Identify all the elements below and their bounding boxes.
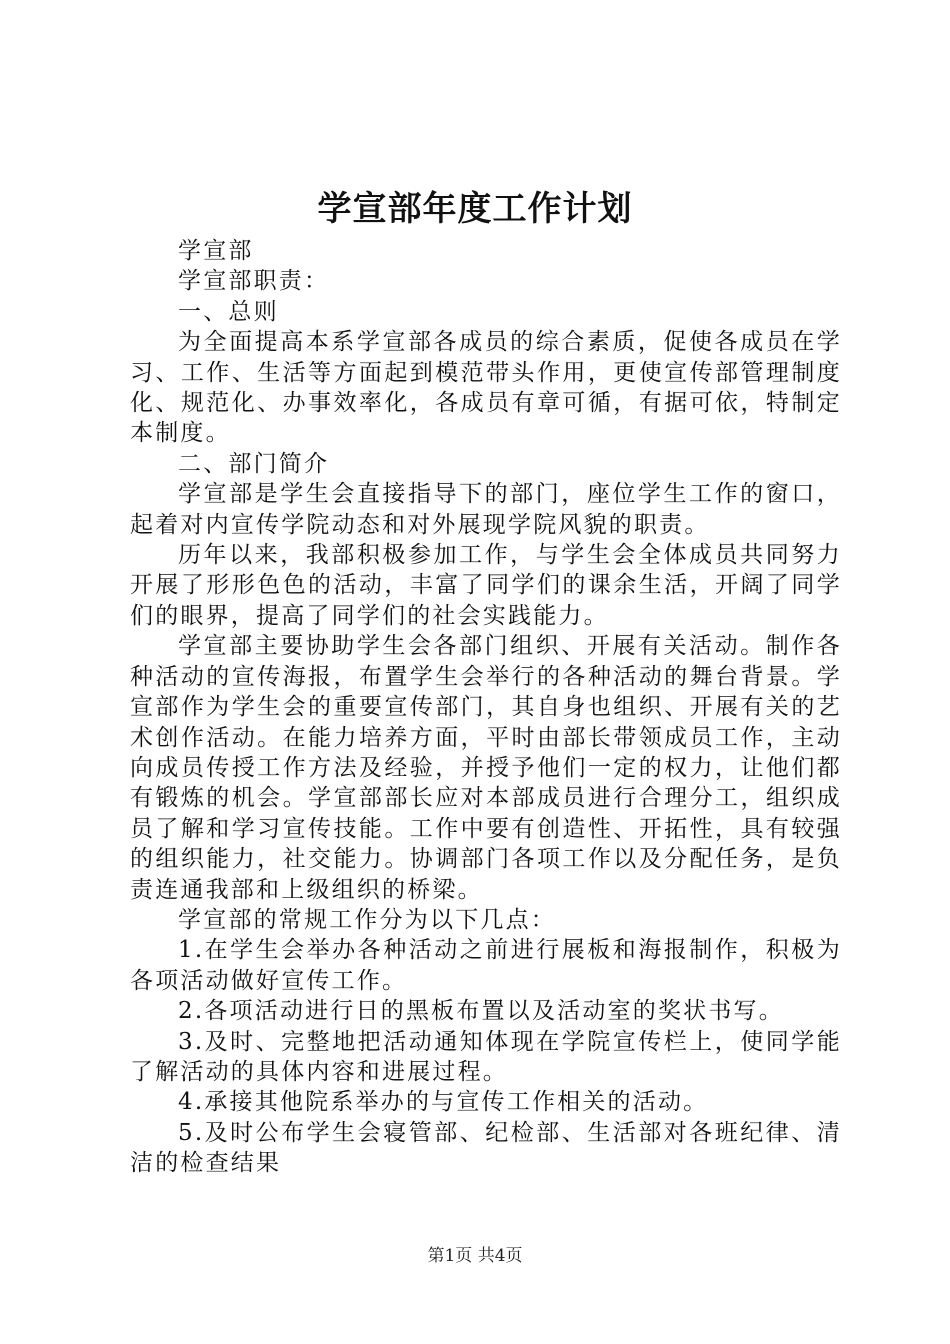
paragraph-routine-heading: 学宣部的常规工作分为以下几点： — [178, 906, 556, 933]
document-title: 学宣部年度工作计划 — [317, 189, 633, 229]
page-footer: 第1页 共4页 — [427, 1246, 523, 1266]
list-item-3: 3.及时、完整地把活动通知体现在学院宣传栏上，使同学能了解活动的具体内容和进展过程。 — [130, 1028, 842, 1085]
list-item-1: 1.在学生会举办各种活动之前进行展板和海报制作，积极为各项活动做好宣传工作。 — [130, 937, 842, 994]
list-item-2: 2.各项活动进行日的黑板布置以及活动室的奖状书写。 — [178, 998, 784, 1025]
list-item-5: 5.及时公布学生会寝管部、纪检部、生活部对各班纪律、清洁的检查结果 — [130, 1119, 842, 1177]
section-heading-general: 一、总则 — [178, 298, 279, 325]
list-item-4: 4.承接其他院系举办的与宣传工作相关的活动。 — [178, 1089, 709, 1116]
paragraph-main-work: 学宣部主要协助学生会各部门组织、开展有关活动。制作各种活动的宣传海报，布置学生会举行的各种活动的舞台背景。学宣部作为学生会的重要宣传部门，其自身也组织、开展有关的艺术创作活动。在能力培养方面，平时由部长带领成员工作，主动向成员传授工作方法及经验，并授予他们一定的权力，让他们都有锻炼的机会。学宣部部长应对本部成员进行合理分工，组织成员了解和学习宣传技能。工作中要有创造性、开拓性，具有较强的组织能力，社交能力。协调部门各项工作以及分配任务，是负责连通我部和上级组织的桥梁。 — [130, 633, 842, 903]
paragraph-history: 历年以来，我部积极参加工作，与学生会全体成员共同努力开展了形形色色的活动，丰富了同学们的课余生活，开阔了同学们的眼界，提高了同学们的社会实践能力。 — [130, 542, 842, 629]
paragraph-department: 学宣部 — [178, 238, 254, 264]
paragraph-general-rules: 为全面提高本系学宣部各成员的综合素质，促使各成员在学习、工作、生活等方面起到模范带头作用，更使宣传部管理制度化、规范化、办事效率化，各成员有章可循，有据可依，特制定本制度。 — [130, 329, 842, 447]
paragraph-duties-heading: 学宣部职责： — [178, 268, 330, 295]
document-body — [130, 236, 842, 1179]
section-heading-introduction: 二、部门简介 — [178, 450, 330, 477]
paragraph-introduction: 学宣部是学生会直接指导下的部门，座位学生工作的窗口，起着对内宣传学院动态和对外展现学院风貌的职责。 — [130, 481, 842, 538]
